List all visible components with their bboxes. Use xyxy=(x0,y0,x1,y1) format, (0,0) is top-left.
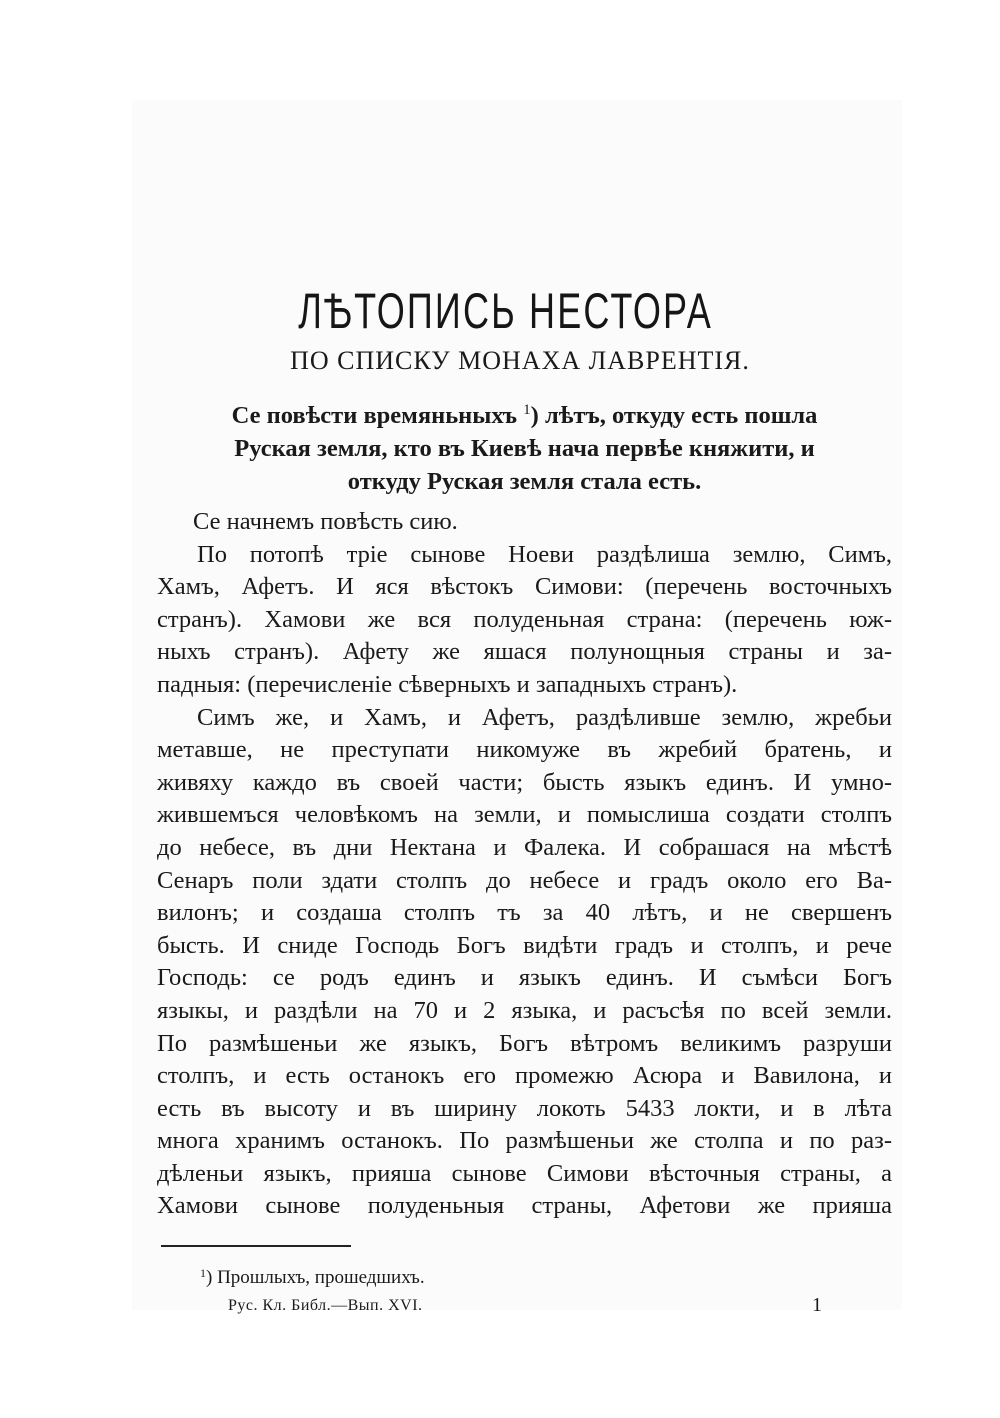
page-number: 1 xyxy=(812,1294,822,1316)
body-line: метавше, не преступати никомуже въ жребий братень, и xyxy=(157,736,892,764)
body-line: многа хранимъ останокъ. По размѣшеньи же столпа и по раз- xyxy=(157,1127,892,1155)
chapter-heading xyxy=(157,394,892,498)
body-line: дѣленьи языкъ, прияша сынове Симови вѣсточныя страны, а xyxy=(157,1159,892,1187)
body-line: Се начнемъ повѣсть сию. xyxy=(193,508,458,535)
body-line: живяху каждо въ своей части; бысть языкъ единъ. И умно- xyxy=(157,768,892,796)
footnote-reference[interactable]: 1 xyxy=(523,402,531,418)
body-line: По потопѣ тріе сынове Ноеви раздѣлиша землю, Симъ, xyxy=(197,540,892,568)
body-text xyxy=(157,506,892,1223)
body-line: жившемъся человѣкомъ на земли, и помыслиша создати столпъ xyxy=(157,801,892,829)
body-line: Хамъ, Афетъ. И яся вѣстокъ Симови: (перечень восточныхъ xyxy=(157,573,892,601)
footnote-mark: 1 xyxy=(200,1266,206,1280)
imprint-signature: Рус. Кл. Библ.—Вып. XVI. xyxy=(228,1297,423,1314)
body-line: вилонъ; и создаша столпъ тъ за 40 лѣтъ, и не свершенъ xyxy=(157,899,892,927)
body-line: Сенаръ поли здати столпъ до небесе и градъ около его Ва- xyxy=(157,866,892,894)
body-line: до небесе, въ дни Нектана и Фалека. И собрашася на мѣстѣ xyxy=(157,833,892,861)
footnote xyxy=(200,1266,425,1289)
body-line: ныхъ странъ). Афету же яшася полунощныя страны и за- xyxy=(157,638,892,666)
heading-line-2: Руская земля, кто въ Киевѣ нача первѣе княжити, и xyxy=(234,435,815,462)
heading-line-1 xyxy=(157,394,892,432)
page-subtitle: ПО СПИСКУ МОНАХА ЛАВРЕНТІЯ. xyxy=(290,346,750,375)
body-line: падныя: (перечисленіе сѣверныхъ и западныхъ странъ). xyxy=(157,670,738,698)
body-line: странъ). Хамови же вся полуденьная страна: (перечень юж- xyxy=(157,605,892,633)
heading-line-1b: ) лѣтъ, откуду есть пошла xyxy=(530,402,818,429)
heading-line-1a: Се повѣсти времяньныхъ xyxy=(231,402,524,429)
body-line: столпъ, и есть останокъ его промежю Асюра и Вавилона, и xyxy=(157,1062,892,1090)
footnote-divider xyxy=(161,1245,351,1247)
body-line: Симъ же, и Хамъ, и Афетъ, раздѣливше землю, жребьи xyxy=(197,703,892,731)
body-line: есть въ высоту и въ ширину локоть 5433 локти, и в лѣта xyxy=(157,1094,892,1122)
body-line: По размѣшеньи же языкъ, Богъ вѣтромъ великимъ разруши xyxy=(157,1029,892,1057)
footnote-text: ) Прошлыхъ, прошедшихъ. xyxy=(206,1267,425,1288)
body-line: Господь: се родъ единъ и языкъ единъ. И съмѣси Богъ xyxy=(157,964,892,992)
body-line: бысть. И сниде Господь Богъ видѣти градъ и столпъ, и рече xyxy=(157,931,892,959)
page-title: ЛѢТОПИСЬ НЕСТОРА xyxy=(298,283,713,339)
heading-line-3: откуду Руская земля стала есть. xyxy=(347,468,702,495)
body-line: языкы, и раздѣли на 70 и 2 языка, и расъсѣя по всей земли. xyxy=(157,996,892,1024)
body-line: Хамови сынове полуденьныя страны, Афетови же прияша xyxy=(157,1192,892,1220)
